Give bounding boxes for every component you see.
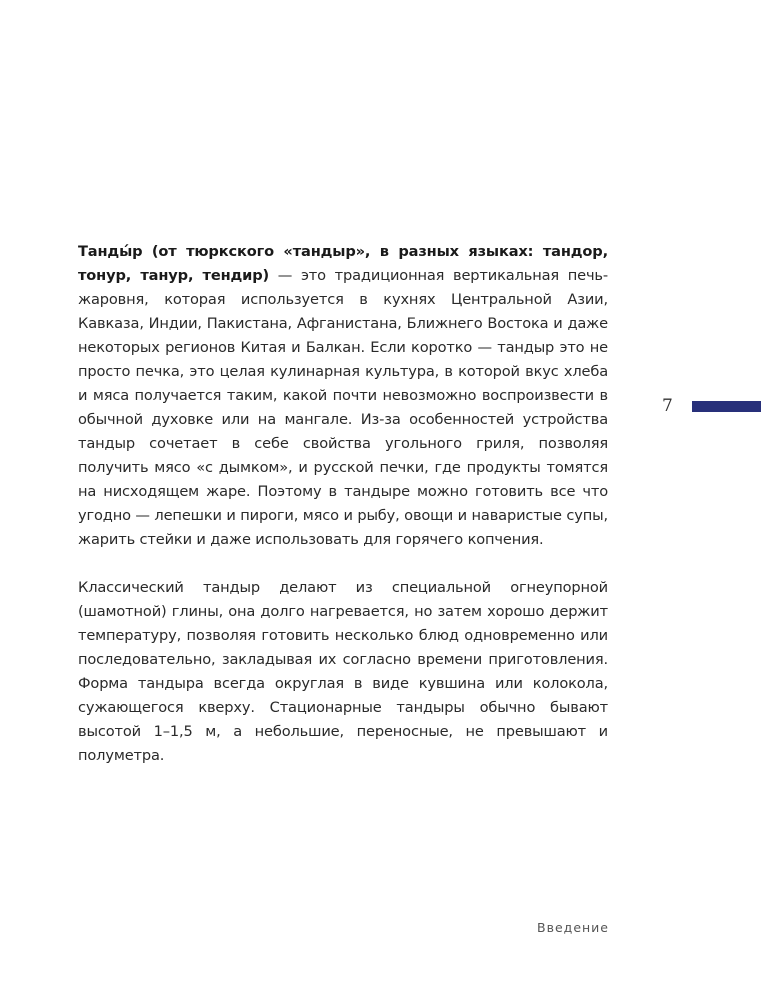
page-marker-bar bbox=[692, 401, 761, 412]
lead-term: Танды́р (от тюркского «тандыр», в разных языках: тандор, тонур, танур, тендир) bbox=[78, 243, 608, 284]
running-footer-section-title: Введение bbox=[537, 920, 609, 935]
body-text bbox=[78, 240, 608, 768]
paragraph-1-text: — это традиционная вертикальная печь-жаровня, которая используется в кухнях Центральной Азии, Кавказа, Индии, Пакистана, Афганистана, Ближнего Востока и даже некоторых регионов Китая и Балкан. Если коротко — тандыр это не просто печка, это целая кулинарная культура, в которой вкус хлеба и мяса получается таким, какой почти невозможно воспроизвести в обычной духовке или на мангале. Из-за особенностей устройства тандыр сочетает в себе свойства угольного гриля, позволяя получить мясо «с дымком», и русской печки, где продукты томятся на нисходящем жаре. Поэтому в тандыре можно готовить все что угодно — лепешки и пироги, мясо и рыбу, овощи и наваристые супы, жарить стейки и даже использовать для горячего копчения. bbox=[78, 267, 608, 548]
paragraph-1 bbox=[78, 240, 608, 552]
page-number: 7 bbox=[662, 396, 673, 416]
paragraph-2: Классический тандыр делают из специальной огнеупорной (шамотной) глины, она долго нагревается, но затем хорошо держит температуру, позволяя готовить несколько блюд одновременно или последовательно, закладывая их согласно времени приготовления. Форма тандыра всегда округлая в виде кувшина или колокола, сужающегося кверху. Стационарные тандыры обычно бывают высотой 1–1,5 м, а небольшие, переносные, не превышают и полуметра. bbox=[78, 579, 608, 764]
